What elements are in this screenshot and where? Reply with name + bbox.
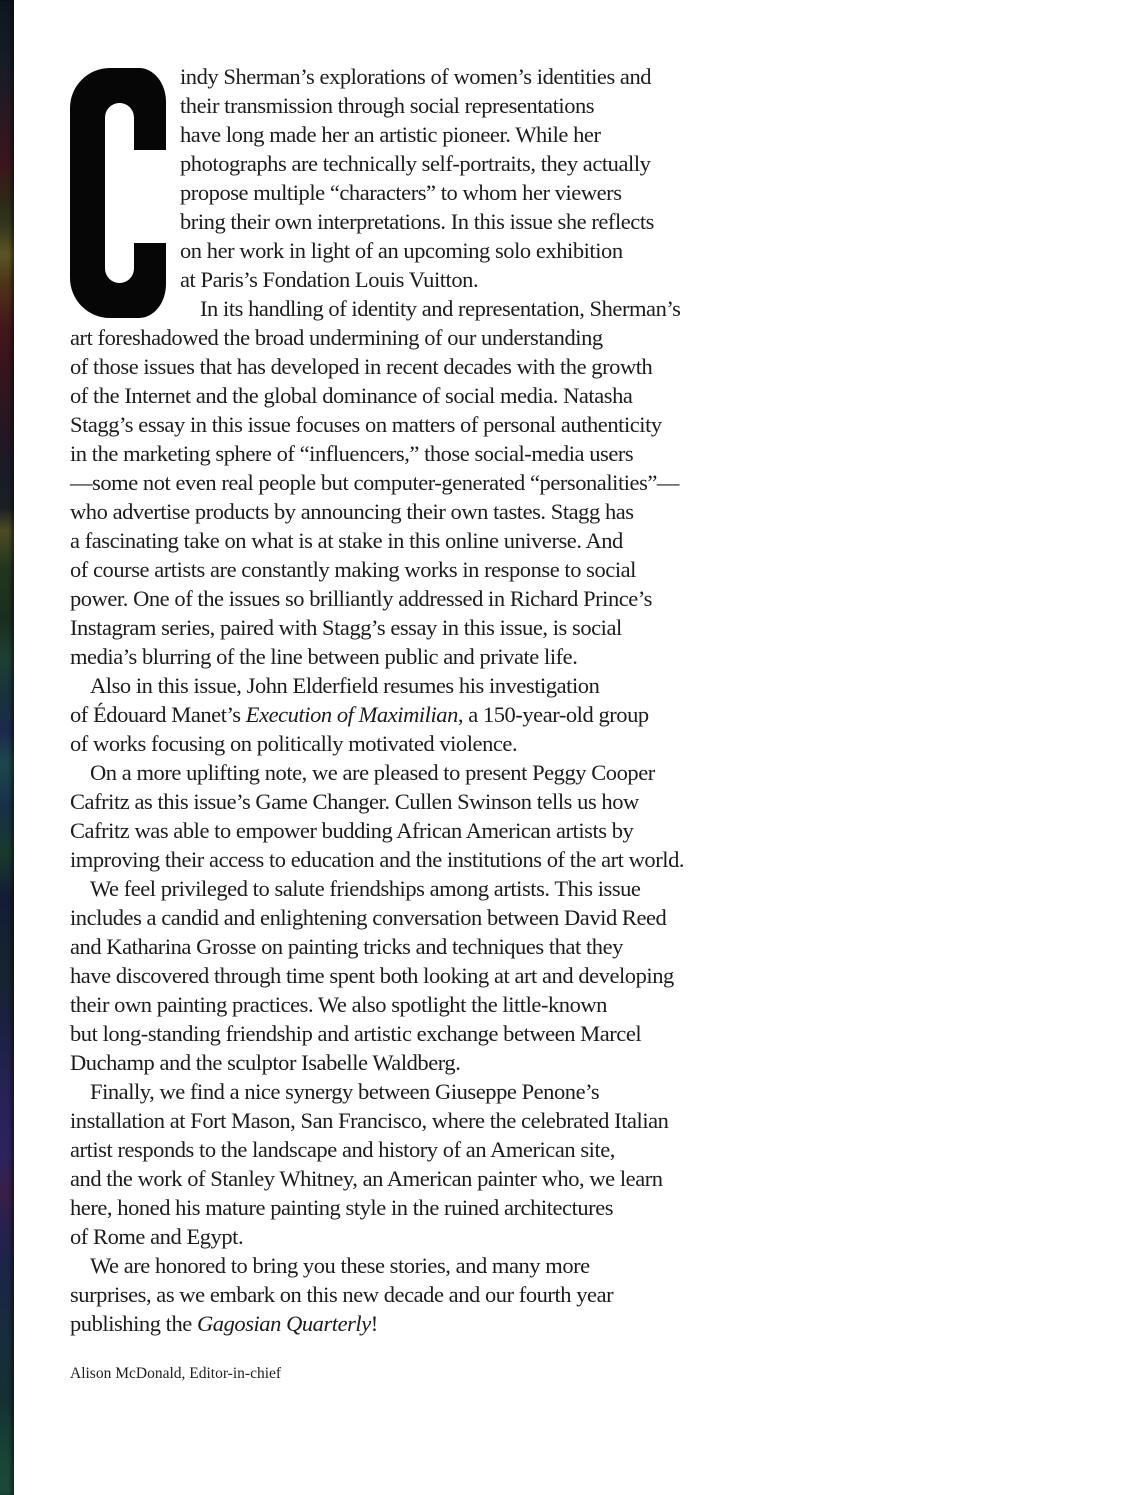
text-line: Also in this issue, John Elderfield resumes his investigation bbox=[90, 673, 600, 698]
paragraph bbox=[70, 671, 950, 758]
paragraph bbox=[70, 294, 950, 671]
text-line: but long-standing friendship and artistic exchange between Marcel bbox=[70, 1021, 642, 1046]
text-line: On a more uplifting note, we are pleased to present Peggy Cooper bbox=[90, 760, 655, 785]
text-line: here, honed his mature painting style in the ruined architectures bbox=[70, 1195, 614, 1220]
text-line: of course artists are constantly making works in response to social bbox=[70, 557, 636, 582]
text-line: includes a candid and enlightening conversation between David Reed bbox=[70, 905, 667, 930]
text-line: installation at Fort Mason, San Francisco, where the celebrated Italian bbox=[70, 1108, 669, 1133]
text-line: We feel privileged to salute friendships among artists. This issue bbox=[90, 876, 641, 901]
text-line: We are honored to bring you these stories, and many more bbox=[90, 1253, 590, 1278]
text-line: improving their access to education and the institutions of the art world. bbox=[70, 847, 685, 872]
text-line: on her work in light of an upcoming solo exhibition bbox=[180, 238, 623, 263]
text-line: propose multiple “characters” to whom her viewers bbox=[180, 180, 622, 205]
paragraph bbox=[70, 758, 950, 874]
article-body bbox=[70, 62, 950, 1338]
text-line: —some not even real people but computer-generated “personalities”— bbox=[70, 470, 679, 495]
text-line: have long made her an artistic pioneer. While her bbox=[180, 122, 601, 147]
paragraph bbox=[70, 1251, 950, 1338]
text-line: Instagram series, paired with Stagg’s essay in this issue, is social bbox=[70, 615, 622, 640]
text-line: Finally, we find a nice synergy between Giuseppe Penone’s bbox=[90, 1079, 600, 1104]
dropcap-aperture bbox=[134, 150, 167, 243]
text-line: in the marketing sphere of “influencers,” those social-media users bbox=[70, 441, 634, 466]
text-line: photographs are technically self-portraits, they actually bbox=[180, 151, 651, 176]
text-line: of Édouard Manet’s bbox=[70, 702, 246, 727]
text-line: media’s blurring of the line between public and private life. bbox=[70, 644, 578, 669]
text-line: Cafritz as this issue’s Game Changer. Cullen Swinson tells us how bbox=[70, 789, 639, 814]
dropcap-counter bbox=[105, 103, 134, 283]
text-line: a fascinating take on what is at stake in this online universe. And bbox=[70, 528, 623, 553]
text-line: and Katharina Grosse on painting tricks and techniques that they bbox=[70, 934, 623, 959]
italic-segment: Gagosian Quarterly bbox=[197, 1311, 371, 1336]
text-line: power. One of the issues so brilliantly addressed in Richard Prince’s bbox=[70, 586, 652, 611]
text-line: of the Internet and the global dominance of social media. Natasha bbox=[70, 383, 633, 408]
paragraph bbox=[70, 62, 950, 294]
byline: Alison McDonald, Editor-in-chief bbox=[70, 1365, 282, 1382]
text-line: who advertise products by announcing their own tastes. Stagg has bbox=[70, 499, 634, 524]
dropcap-letter-c bbox=[70, 68, 166, 318]
text-line: their own painting practices. We also spotlight the little-known bbox=[70, 992, 607, 1017]
paragraph bbox=[70, 874, 950, 1077]
text-line: Cafritz was able to empower budding African American artists by bbox=[70, 818, 634, 843]
text-line: Stagg’s essay in this issue focuses on matters of personal authenticity bbox=[70, 412, 662, 437]
text-line: ! bbox=[370, 1311, 378, 1336]
text-line: artist responds to the landscape and history of an American site, bbox=[70, 1137, 615, 1162]
text-line: , a 150-year-old group bbox=[457, 702, 649, 727]
text-line: at Paris’s Fondation Louis Vuitton. bbox=[180, 267, 479, 292]
text-line: of works focusing on politically motivated violence. bbox=[70, 731, 518, 756]
text-line: In its handling of identity and representation, Sherman’s bbox=[200, 296, 681, 321]
text-line: have discovered through time spent both looking at art and developing bbox=[70, 963, 674, 988]
text-line: publishing the bbox=[70, 1311, 197, 1336]
text-line: bring their own interpretations. In this issue she reflects bbox=[180, 209, 654, 234]
editor-letter bbox=[70, 62, 950, 1383]
italic-segment: Execution of Maximilian bbox=[245, 702, 458, 727]
text-line: of Rome and Egypt. bbox=[70, 1224, 244, 1249]
paragraph bbox=[70, 1077, 950, 1251]
text-line: indy Sherman’s explorations of women’s identities and bbox=[180, 64, 652, 89]
text-line: their transmission through social representations bbox=[180, 93, 595, 118]
text-line: art foreshadowed the broad undermining of our understanding bbox=[70, 325, 603, 350]
text-line: surprises, as we embark on this new decade and our fourth year bbox=[70, 1282, 614, 1307]
text-line: Duchamp and the sculptor Isabelle Waldberg. bbox=[70, 1050, 461, 1075]
text-line: of those issues that has developed in recent decades with the growth bbox=[70, 354, 653, 379]
text-line: and the work of Stanley Whitney, an American painter who, we learn bbox=[70, 1166, 663, 1191]
left-photo-edge-strip bbox=[0, 0, 14, 1495]
